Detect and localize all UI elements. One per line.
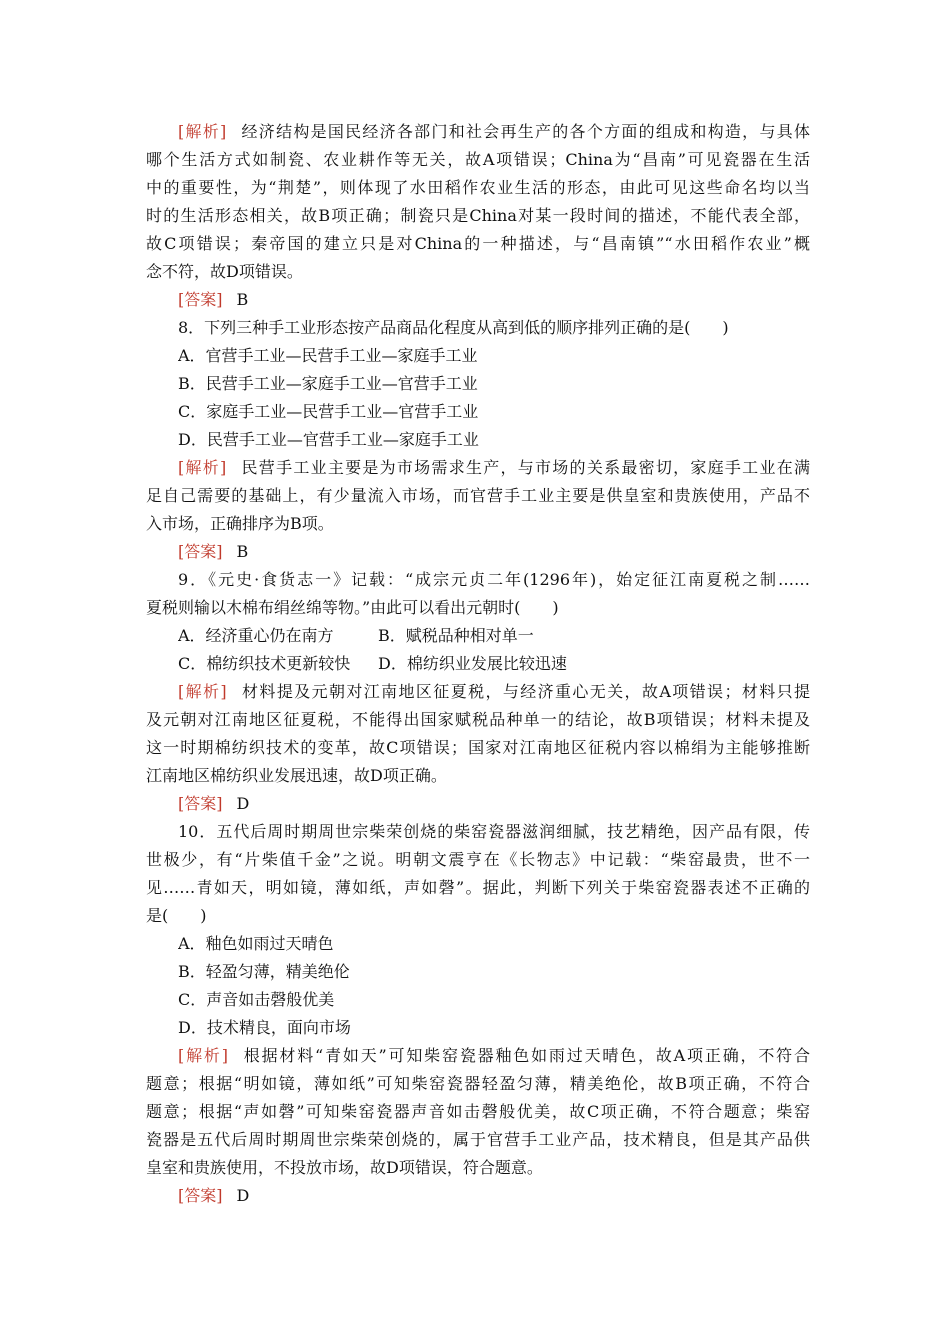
answer-value: B [236,542,249,561]
analysis-line: 题意；根据“声如磬”可知柴窑瓷器声音如击磬般优美，故C项正确，不符合题意；柴窑 [146,1102,810,1121]
option-a: A．官营手工业—民营手工业—家庭手工业 [178,346,478,365]
option-c: C．棉纺织技术更新较快 [178,654,351,673]
answer-line [178,286,810,314]
analysis-line: 皇室和贵族使用，不投放市场，故D项错误，符合题意。 [146,1158,543,1177]
answer-tag: [答案] [178,542,223,561]
option-c: C．家庭手工业—民营手工业—官营手工业 [178,402,479,421]
answer-tag: [答案] [178,794,223,813]
analysis-line: [解析] 经济结构是国民经济各部门和社会再生产的各个方面的组成和构造，与具体 [178,122,810,141]
analysis-line: 及元朝对江南地区征夏税，不能得出国家赋税品种单一的结论，故B项错误；材料未提及 [146,710,810,729]
analysis-line: 入市场，正确排序为B项。 [146,514,334,533]
option-a: A．釉色如雨过天晴色 [178,934,334,953]
option-b: B．轻盈匀薄，精美绝伦 [178,962,350,981]
option-a: A．经济重心仍在南方 [178,626,334,645]
option-row [178,622,810,650]
question-stem: 是( ) [146,906,207,925]
option-c: C．声音如击磬般优美 [178,990,335,1009]
answer-value: B [236,290,249,309]
analysis-line: 时的生活形态相关，故B项正确；制瓷只是China对某一段时间的描述，不能代表全部， [146,206,810,225]
answer-line [178,790,810,818]
analysis-line: [解析] 民营手工业主要是为市场需求生产，与市场的关系最密切，家庭手工业在满 [178,458,810,477]
option-d: D．民营手工业—官营手工业—家庭手工业 [178,430,479,449]
option-b: B．赋税品种相对单一 [378,626,534,645]
answer-tag: [答案] [178,290,223,309]
analysis-tag: [解析] [178,122,227,141]
answer-line [178,1182,810,1210]
question-stem: 见……青如天，明如镜，薄如纸，声如磬”。据此，判断下列关于柴窑瓷器表述不正确的 [146,878,810,897]
analysis-line: 瓷器是五代后周时期周世宗柴荣创烧的，属于官营手工业产品，技术精良，但是其产品供 [146,1130,810,1149]
analysis-line: 足自己需要的基础上，有少量流入市场，而官营手工业主要是供皇室和贵族使用，产品不 [146,486,810,505]
answer-tag: [答案] [178,1186,223,1205]
analysis-line: 念不符，故D项错误。 [146,262,303,281]
question-stem: 8．下列三种手工业形态按产品商品化程度从高到低的顺序排列正确的是( ) [178,318,729,337]
question-stem: 夏税则输以木棉布绢丝绵等物。”由此可以看出元朝时( ) [146,598,559,617]
analysis-tag: [解析] [178,682,227,701]
question-stem: 世极少，有“片柴值千金”之说。明朝文震亨在《长物志》中记载：“柴窑最贵，世不一 [146,850,810,869]
analysis-line: 故C项错误；秦帝国的建立只是对China的一种描述，与“昌南镇”“水田稻作农业”概 [146,234,810,253]
option-row [178,650,810,678]
answer-value: D [236,794,250,813]
option-b: B．民营手工业—家庭手工业—官营手工业 [178,374,478,393]
analysis-line: [解析] 根据材料“青如天”可知柴窑瓷器釉色如雨过天晴色，故A项正确，不符合 [178,1046,810,1065]
option-d: D．技术精良，面向市场 [178,1018,351,1037]
question-stem: 9．《元史·食货志一》记载：“成宗元贞二年(1296年)，始定征江南夏税之制…… [178,570,810,589]
option-d: D．棉纺织业发展比较迅速 [378,654,567,673]
analysis-line: 中的重要性，为“荆楚”，则体现了水田稻作农业生活的形态，由此可见这些命名均以当 [146,178,810,197]
answer-line [178,538,810,566]
analysis-tag: [解析] [178,458,227,477]
analysis-line: 题意；根据“明如镜，薄如纸”可知柴窑瓷器轻盈匀薄，精美绝伦，故B项正确，不符合 [146,1074,810,1093]
answer-value: D [236,1186,250,1205]
analysis-tag: [解析] [178,1046,228,1065]
analysis-line: [解析] 材料提及元朝对江南地区征夏税，与经济重心无关，故A项错误；材料只提 [178,682,810,701]
analysis-line: 江南地区棉纺织业发展迅速，故D项正确。 [146,766,447,785]
analysis-line: 这一时期棉纺织技术的变革，故C项错误；国家对江南地区征税内容以棉绢为主能够推断 [146,738,810,757]
analysis-line: 哪个生活方式如制瓷、农业耕作等无关，故A项错误；China为“昌南”可见瓷器在生活 [146,150,810,169]
question-stem: 10．五代后周时期周世宗柴荣创烧的柴窑瓷器滋润细腻，技艺精绝，因产品有限，传 [178,822,810,841]
